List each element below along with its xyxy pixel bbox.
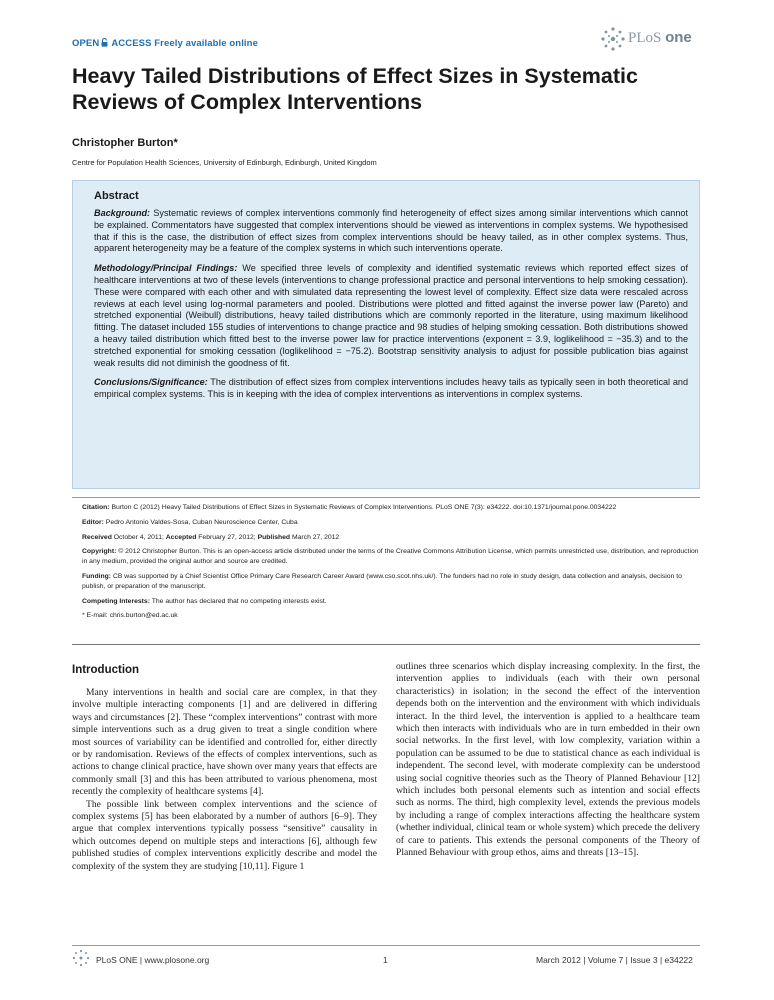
conclusions-label: Conclusions/Significance:	[94, 377, 208, 388]
body-paragraph: The possible link between complex interventions and the science of complex systems [5] has been elaborated by a number of authors [6–9]. They argue that complex interventions typically possess “sensitive” causality in which outcomes depend on multiple steps and interactions [6], although few published studies of complex interventions explicitly describe and model the complexity of the system they are studying [10,11]. Figure 1	[72, 798, 377, 872]
body-column-left	[72, 687, 377, 873]
body-paragraph: Many interventions in health and social care are complex, in that they involve multiple interacting components [1] and are delivered in differing ways and circumstances [2]. These “complex interventions” contrast with more simple interventions such as a drug given to treat a single condition where most sources of variability can be identified and controlled for, either directly or by randomisation. Reviews of the effects of complex interventions, such as actions to change clinical practice, have shown over many years that effects are commonly small [3] and this has been attributed to various phenomena, most recently the complexity of healthcare systems [4].	[72, 687, 377, 798]
footer-page-number: 1	[383, 955, 388, 965]
author-email: * E-mail: chris.burton@ed.ac.uk	[82, 612, 178, 620]
open-label: OPEN	[72, 38, 100, 49]
competing-interests-line	[82, 597, 699, 607]
published-date: March 27, 2012	[290, 533, 340, 541]
competing-label: Competing Interests:	[82, 597, 150, 605]
logo-one-text: one	[665, 29, 692, 46]
received-label: Received	[82, 533, 112, 541]
published-label: Published	[257, 533, 291, 541]
open-lock-icon	[101, 38, 108, 47]
abstract-background	[94, 208, 688, 255]
article-metadata	[82, 503, 699, 626]
competing-text: The author has declared that no competing interests exist.	[149, 597, 327, 605]
footer-issue-info: March 2012 | Volume 7 | Issue 3 | e34222	[536, 955, 693, 965]
copyright-label: Copyright:	[82, 548, 117, 556]
accepted-date: February 27, 2012;	[196, 533, 258, 541]
freely-available-label: Freely available online	[154, 38, 258, 49]
footer-journal-site: PLoS ONE | www.plosone.org	[96, 955, 210, 965]
methods-label: Methodology/Principal Findings:	[94, 263, 238, 274]
abstract-heading: Abstract	[94, 190, 139, 202]
citation-text: Burton C (2012) Heavy Tailed Distributions of Effect Sizes in Systematic Reviews of Complex Interventions. PLoS ONE 7(3): e34222. doi:10.1371/journal.pone.0034222	[109, 504, 617, 511]
citation-label: Citation:	[82, 504, 110, 511]
background-text: Systematic reviews of complex interventions commonly find heterogeneity of effect sizes among similar interventions which cannot be explained. Commentators have suggested that complex interventions should be viewed as interventions in complex systems. We hypothesised that if this is the case, the distribution of effect sizes from complex interventions should be heavy tailed, as in other complex systems. Thus, apparent heterogeneity may be a feature of the complex systems in which such interventions operate.	[94, 208, 688, 254]
editor-line	[82, 518, 699, 528]
abstract-box	[72, 180, 700, 489]
logo-plos-text: PLoS	[628, 30, 662, 46]
funding-label: Funding:	[82, 572, 112, 580]
article-title: Heavy Tailed Distributions of Effect Sizes in Systematic Reviews of Complex Interventions	[72, 64, 638, 114]
meta-bottom-divider	[72, 644, 700, 645]
footer-divider	[72, 945, 700, 946]
copyright-text: © 2012 Christopher Burton. This is an open-access article distributed under the terms of the Creative Commons Attribution License, which permits unrestricted use, distribution, and reproduction in any medium, provided the original author and source are credited.	[82, 548, 699, 566]
author-name: Christopher Burton*	[72, 137, 178, 149]
abstract-methods	[94, 263, 688, 369]
body-paragraph: outlines three scenarios which display increasing complexity. In the first, the intervention applies to individuals (each with their own personal characteristics) in isolation; in the second the effect of the intervention depends both on the intervention and the environment with which individuals interact. In the third level, the intervention is applied to a healthcare team which then interacts with individuals who are in turn embedded in their own social networks. In the first level, with low complexity, variation within a population can be assumed to be due to statistical chance as each individual is independent. The second level, with moderate complexity can be understood using social cognitive theories such as the Theory of Planned Behaviour [12] which includes both personal elements such as intention and social effects such as norms. The third, high complexity level, extends the previous models by including a range of complex interactions affecting the healthcare system (whether individual, clinical team or whole system) which precede the delivery of care to patients. This extends the personal components of the Theory of Planned Behaviour with group ethos, aims and threats [13–15].	[396, 661, 700, 859]
received-date: October 4, 2011;	[111, 533, 166, 541]
plos-one-logo	[600, 26, 710, 52]
funding-line	[82, 572, 699, 592]
citation-line	[82, 503, 699, 513]
body-column-right	[396, 661, 700, 860]
author-affiliation: Centre for Population Health Sciences, University of Edinburgh, Edinburgh, United Kingdom	[72, 158, 377, 167]
logo-wordmark	[628, 29, 692, 47]
editor-text: Pedro Antonio Valdes-Sosa, Cuban Neuroscience Center, Cuba	[103, 518, 298, 526]
introduction-heading: Introduction	[72, 664, 140, 676]
conclusions-text: The distribution of effect sizes from complex interventions includes heavy tails as typically seen in both theoretical and empirical complex systems. This is in keeping with the idea of complex interventions as interventions in complex systems.	[94, 377, 688, 400]
editor-label: Editor:	[82, 518, 104, 526]
access-label: ACCESS	[111, 38, 152, 49]
plos-logo-icon	[600, 26, 626, 52]
background-label: Background:	[94, 208, 151, 218]
email-line	[82, 611, 699, 621]
funding-text: CB was supported by a Chief Scientist Office Primary Care Research Career Award (www.cso.scot.nhs.uk/). The funders had no role in study design, data collection and analysis, decision to publish, or preparation of the manuscript.	[82, 572, 682, 590]
abstract-conclusions	[94, 377, 688, 401]
meta-top-divider	[72, 497, 700, 498]
footer-plos-icon	[72, 949, 90, 967]
dates-line	[82, 533, 699, 543]
methods-text: We specified three levels of complexity and identified systematic reviews which reported effect sizes of healthcare interventions at two of these levels (interventions to change professional practice and personal interventions to help smoking cessation). These were compared with each other and with simulated data representing the lowest level of complexity. Effect size data were rescaled across reviews at each level using log-normal parameters and pooled. Distributions were plotted and fitted against the inverse power law (Pareto) and stretched exponential (Weibull) distributions, heavy tailed distributions which are commonly reported in the literature, using maximum likelihood fitting. The dataset included 155 studies of interventions to change practice and 98 studies of helping smoking cessation. Both distributions showed a heavy tailed distribution which fitted best to the inverse power law for practice interventions (exponent = 3.9, loglikelihood = −35.3) and to the stretched exponential for smoking cessation (loglikelihood = −75.2). Bootstrap sensitivity analysis to adjust for possible publication bias against weak results did not diminish the goodness of fit.	[94, 263, 688, 368]
accepted-label: Accepted	[165, 533, 197, 541]
copyright-line	[82, 547, 699, 567]
open-access-banner	[72, 38, 258, 49]
